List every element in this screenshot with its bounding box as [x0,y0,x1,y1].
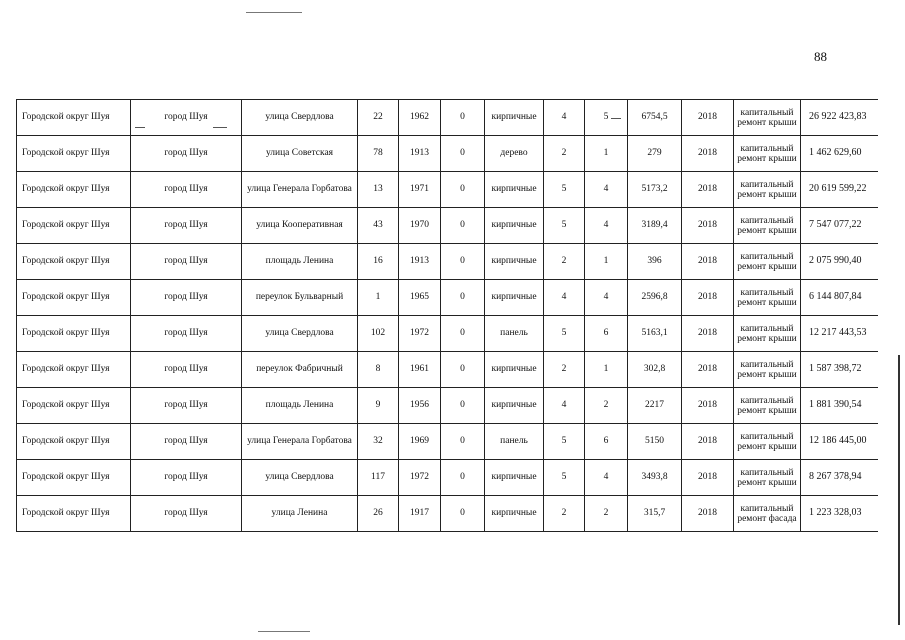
planned-year-cell: 2018 [682,136,734,172]
planned-year-cell: 2018 [682,172,734,208]
year-reconstruction-cell: 0 [441,496,485,532]
floors-cell: 2 [544,136,585,172]
wall-material-cell: кирпичные [485,280,544,316]
house-number-cell: 26 [358,496,399,532]
work-type-cell: капитальный ремонт крыши [734,460,801,496]
planned-year-cell: 2018 [682,460,734,496]
year-built-cell: 1970 [399,208,441,244]
street-cell: улица Генерала Горбатова [242,424,358,460]
wall-material-cell: кирпичные [485,208,544,244]
municipality-cell: Городской округ Шуя [17,136,131,172]
year-built-cell: 1956 [399,388,441,424]
street-cell: улица Ленина [242,496,358,532]
year-built-cell: 1913 [399,244,441,280]
year-reconstruction-cell: 0 [441,316,485,352]
work-type-cell: капитальный ремонт крыши [734,316,801,352]
area-cell: 302,8 [628,352,682,388]
work-type-cell: капитальный ремонт крыши [734,244,801,280]
floors-cell: 2 [544,496,585,532]
street-cell: улица Генерала Горбатова [242,172,358,208]
year-built-cell: 1961 [399,352,441,388]
floors-cell: 2 [544,244,585,280]
house-number-cell: 78 [358,136,399,172]
municipality-cell: Городской округ Шуя [17,172,131,208]
municipality-cell: Городской округ Шуя [17,424,131,460]
settlement-cell: город Шуя [131,172,242,208]
entrances-cell: 1 [585,352,628,388]
floors-cell: 4 [544,280,585,316]
area-cell: 3189,4 [628,208,682,244]
entrances-cell: 1 [585,136,628,172]
area-cell: 396 [628,244,682,280]
area-cell: 3493,8 [628,460,682,496]
table-row [17,100,879,136]
year-built-cell: 1965 [399,280,441,316]
settlement-cell: город Шуя [131,280,242,316]
year-reconstruction-cell: 0 [441,100,485,136]
right-edge-line [898,355,900,625]
wall-material-cell: кирпичные [485,100,544,136]
year-built-cell: 1962 [399,100,441,136]
street-cell: улица Советская [242,136,358,172]
floors-cell: 5 [544,172,585,208]
settlement-cell: город Шуя [131,244,242,280]
table-row [17,496,879,532]
table-row [17,388,879,424]
house-number-cell: 16 [358,244,399,280]
settlement-cell: город Шуя [131,460,242,496]
table-row [17,424,879,460]
year-reconstruction-cell: 0 [441,136,485,172]
wall-material-cell: панель [485,424,544,460]
area-cell: 5173,2 [628,172,682,208]
floors-cell: 4 [544,100,585,136]
table-row [17,280,879,316]
page-number: 88 [814,49,827,64]
year-built-cell: 1972 [399,460,441,496]
municipality-cell: Городской округ Шуя [17,208,131,244]
table-row [17,172,879,208]
municipality-cell: Городской округ Шуя [17,244,131,280]
area-cell: 279 [628,136,682,172]
floors-cell: 4 [544,388,585,424]
table-row [17,208,879,244]
cost-cell: 6 144 807,84 [801,280,879,316]
year-reconstruction-cell: 0 [441,352,485,388]
planned-year-cell: 2018 [682,280,734,316]
municipality-cell: Городской округ Шуя [17,496,131,532]
repair-table [16,99,878,532]
floors-cell: 2 [544,352,585,388]
work-type-cell: капитальный ремонт крыши [734,388,801,424]
work-type-cell: капитальный ремонт крыши [734,352,801,388]
wall-material-cell: кирпичные [485,244,544,280]
table-body [17,100,879,532]
settlement-cell: город Шуя [131,136,242,172]
planned-year-cell: 2018 [682,496,734,532]
work-type-cell: капитальный ремонт крыши [734,136,801,172]
table-row [17,352,879,388]
entrances-cell: 4 [585,280,628,316]
cost-cell: 2 075 990,40 [801,244,879,280]
work-type-cell: капитальный ремонт фасада [734,496,801,532]
settlement-cell: город Шуя [131,496,242,532]
cost-cell: 1 462 629,60 [801,136,879,172]
planned-year-cell: 2018 [682,424,734,460]
table-row [17,136,879,172]
year-built-cell: 1972 [399,316,441,352]
scan-dash [135,127,145,128]
cost-cell: 12 217 443,53 [801,316,879,352]
entrances-cell: 6 [585,316,628,352]
street-cell: переулок Бульварный [242,280,358,316]
table-row [17,316,879,352]
year-reconstruction-cell: 0 [441,460,485,496]
house-number-cell: 22 [358,100,399,136]
area-cell: 2596,8 [628,280,682,316]
street-cell: улица Свердлова [242,100,358,136]
street-cell: площадь Ленина [242,388,358,424]
area-cell: 2217 [628,388,682,424]
scan-dash [611,118,621,119]
entrances-cell: 2 [585,496,628,532]
cost-cell: 1 587 398,72 [801,352,879,388]
municipality-cell: Городской округ Шуя [17,280,131,316]
year-built-cell: 1969 [399,424,441,460]
year-reconstruction-cell: 0 [441,424,485,460]
wall-material-cell: кирпичные [485,388,544,424]
area-cell: 6754,5 [628,100,682,136]
entrances-cell: 1 [585,244,628,280]
area-cell: 315,7 [628,496,682,532]
entrances-cell: 5 [585,100,628,136]
wall-material-cell: кирпичные [485,496,544,532]
cost-cell: 12 186 445,00 [801,424,879,460]
house-number-cell: 102 [358,316,399,352]
entrances-cell: 2 [585,388,628,424]
wall-material-cell: дерево [485,136,544,172]
work-type-cell: капитальный ремонт крыши [734,100,801,136]
cost-cell: 20 619 599,22 [801,172,879,208]
floors-cell: 5 [544,460,585,496]
year-built-cell: 1917 [399,496,441,532]
planned-year-cell: 2018 [682,100,734,136]
year-reconstruction-cell: 0 [441,388,485,424]
municipality-cell: Городской округ Шуя [17,388,131,424]
year-built-cell: 1913 [399,136,441,172]
cost-cell: 1 223 328,03 [801,496,879,532]
work-type-cell: капитальный ремонт крыши [734,172,801,208]
bottom-scan-rule [258,631,310,632]
wall-material-cell: панель [485,316,544,352]
entrances-cell: 4 [585,172,628,208]
house-number-cell: 13 [358,172,399,208]
house-number-cell: 8 [358,352,399,388]
wall-material-cell: кирпичные [485,172,544,208]
cost-cell: 8 267 378,94 [801,460,879,496]
street-cell: переулок Фабричный [242,352,358,388]
year-reconstruction-cell: 0 [441,244,485,280]
planned-year-cell: 2018 [682,208,734,244]
municipality-cell: Городской округ Шуя [17,100,131,136]
year-reconstruction-cell: 0 [441,172,485,208]
settlement-cell: город Шуя [131,388,242,424]
work-type-cell: капитальный ремонт крыши [734,208,801,244]
entrances-cell: 6 [585,424,628,460]
entrances-cell: 4 [585,460,628,496]
scan-dash [213,127,227,128]
wall-material-cell: кирпичные [485,352,544,388]
street-cell: улица Кооперативная [242,208,358,244]
settlement-cell: город Шуя [131,100,242,136]
cost-cell: 26 922 423,83 [801,100,879,136]
table-row [17,244,879,280]
floors-cell: 5 [544,316,585,352]
houses-table [16,99,878,532]
street-cell: улица Свердлова [242,316,358,352]
year-reconstruction-cell: 0 [441,208,485,244]
settlement-cell: город Шуя [131,352,242,388]
house-number-cell: 43 [358,208,399,244]
house-number-cell: 117 [358,460,399,496]
settlement-cell: город Шуя [131,424,242,460]
municipality-cell: Городской округ Шуя [17,460,131,496]
house-number-cell: 1 [358,280,399,316]
wall-material-cell: кирпичные [485,460,544,496]
cost-cell: 1 881 390,54 [801,388,879,424]
house-number-cell: 32 [358,424,399,460]
entrances-cell: 4 [585,208,628,244]
work-type-cell: капитальный ремонт крыши [734,424,801,460]
area-cell: 5163,1 [628,316,682,352]
planned-year-cell: 2018 [682,244,734,280]
settlement-cell: город Шуя [131,208,242,244]
year-built-cell: 1971 [399,172,441,208]
planned-year-cell: 2018 [682,352,734,388]
house-number-cell: 9 [358,388,399,424]
floors-cell: 5 [544,424,585,460]
street-cell: улица Свердлова [242,460,358,496]
municipality-cell: Городской округ Шуя [17,316,131,352]
year-reconstruction-cell: 0 [441,280,485,316]
area-cell: 5150 [628,424,682,460]
planned-year-cell: 2018 [682,316,734,352]
planned-year-cell: 2018 [682,388,734,424]
settlement-cell: город Шуя [131,316,242,352]
work-type-cell: капитальный ремонт крыши [734,280,801,316]
top-scan-rule [246,12,302,13]
table-row [17,460,879,496]
street-cell: площадь Ленина [242,244,358,280]
floors-cell: 5 [544,208,585,244]
cost-cell: 7 547 077,22 [801,208,879,244]
municipality-cell: Городской округ Шуя [17,352,131,388]
